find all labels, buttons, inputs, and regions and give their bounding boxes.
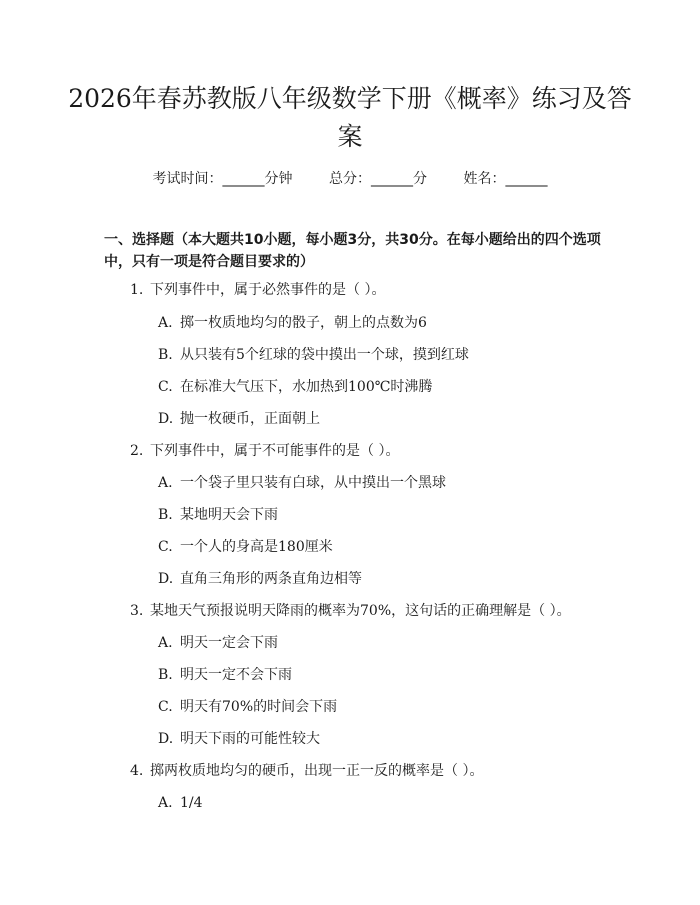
student-name: 姓名：______	[463, 171, 548, 187]
option-1a	[158, 313, 427, 333]
option-text: 掷一枚质地均匀的骰子，朝上的点数为6	[180, 315, 427, 331]
option-label: A.	[158, 475, 173, 491]
option-label: D.	[158, 571, 174, 587]
option-text: 直角三角形的两条直角边相等	[180, 571, 362, 587]
option-text: 明天一定会下雨	[180, 635, 278, 651]
option-label: A.	[158, 315, 173, 331]
question-number: 1.	[130, 282, 144, 298]
question-number: 4.	[130, 763, 144, 779]
exam-info	[0, 168, 700, 188]
option-3c	[158, 697, 337, 717]
option-3b	[158, 665, 292, 685]
question-2	[130, 441, 399, 461]
section-heading: 一、选择题（本大题共10小题，每小题3分，共30分。在每小题给出的四个选项中，只有一项是符合题目要求的）	[104, 232, 601, 270]
option-label: D.	[158, 731, 174, 747]
option-2d	[158, 569, 362, 589]
question-text: 下列事件中，属于必然事件的是（ ）。	[150, 282, 386, 298]
exam-time: 考试时间：______分钟	[152, 171, 293, 187]
option-text: 一个人的身高是180厘米	[180, 539, 333, 555]
option-4a	[158, 793, 203, 813]
option-2b	[158, 505, 278, 525]
option-label: C.	[158, 539, 173, 555]
option-3a	[158, 633, 278, 653]
option-2c	[158, 537, 333, 557]
question-text: 下列事件中，属于不可能事件的是（ ）。	[150, 443, 400, 459]
option-text: 某地明天会下雨	[180, 507, 278, 523]
option-label: D.	[158, 411, 174, 427]
option-3d	[158, 729, 320, 749]
option-label: B.	[158, 667, 173, 683]
option-text: 明天一定不会下雨	[180, 667, 292, 683]
option-label: C.	[158, 379, 173, 395]
question-1	[130, 280, 385, 300]
option-1b	[158, 345, 469, 365]
option-label: C.	[158, 699, 173, 715]
question-text: 掷两枚质地均匀的硬币，出现一正一反的概率是（ ）。	[150, 763, 484, 779]
option-1d	[158, 409, 320, 429]
question-number: 3.	[130, 603, 144, 619]
total-score: 总分：______分	[329, 171, 427, 187]
question-4	[130, 761, 483, 781]
option-label: A.	[158, 795, 173, 811]
question-text: 某地天气预报说明天降雨的概率为70%，这句话的正确理解是（ ）。	[150, 603, 571, 619]
option-text: 1/4	[180, 795, 203, 811]
option-label: A.	[158, 635, 173, 651]
option-2a	[158, 473, 446, 493]
option-label: B.	[158, 347, 173, 363]
option-text: 明天下雨的可能性较大	[180, 731, 320, 747]
option-text: 一个袋子里只装有白球，从中摸出一个黑球	[180, 475, 446, 491]
option-text: 从只装有5个红球的袋中摸出一个球，摸到红球	[180, 347, 469, 363]
document-title: 2026年春苏教版八年级数学下册《概率》练习及答案	[68, 84, 632, 151]
option-text: 明天有70%的时间会下雨	[180, 699, 338, 715]
option-text: 在标准大气压下，水加热到100℃时沸腾	[180, 379, 433, 395]
option-1c	[158, 377, 432, 397]
question-number: 2.	[130, 443, 144, 459]
question-3	[130, 601, 571, 621]
option-label: B.	[158, 507, 173, 523]
option-text: 抛一枚硬币，正面朝上	[180, 411, 320, 427]
